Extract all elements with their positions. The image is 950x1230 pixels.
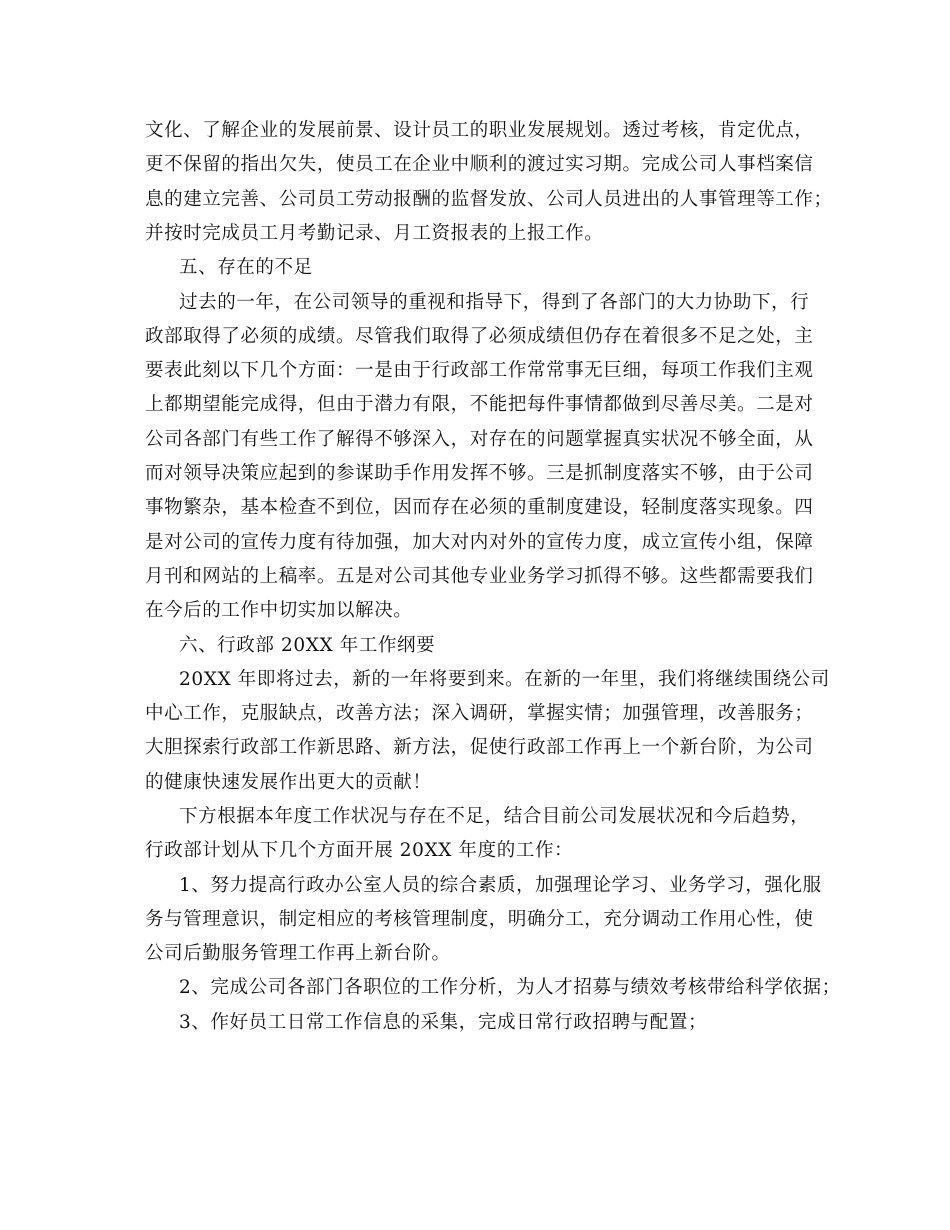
- text-line: 六、行政部 20XX 年工作纲要: [179, 635, 436, 656]
- text-line: 大胆探索行政部工作新思路、新方法，促使行政部工作再上一个新台阶，为公司: [145, 737, 814, 758]
- text-line: 息的建立完善、公司员工劳动报酬的监督发放、公司人员进出的人事管理等工作；: [145, 189, 833, 210]
- text-line: 并按时完成员工月考勤记录、月工资报表的上报工作。: [145, 223, 604, 244]
- text-line: 的健康快速发展作出更大的贡献！: [145, 772, 432, 793]
- text-line: 公司各部门有些工作了解得不够深入，对存在的问题掌握真实状况不够全面，从: [145, 429, 814, 450]
- text-line: 是对公司的宣传力度有待加强，加大对内对外的宣传力度，成立宣传小组，保障: [145, 532, 814, 553]
- text-line: 1、努力提高行政办公室人员的综合素质，加强理论学习、业务学习，强化服: [179, 875, 822, 896]
- text-line: 中心工作，克服缺点，改善方法；深入调研，掌握实情；加强管理，改善服务；: [145, 703, 814, 724]
- text-line: 务与管理意识，制定相应的考核管理制度，明确分工，充分调动工作用心性，使: [145, 909, 814, 930]
- text-line: 在今后的工作中切实加以解决。: [145, 600, 413, 621]
- text-line: 上都期望能完成得，但由于潜力有限，不能把每件事情都做到尽善尽美。二是对: [145, 394, 814, 415]
- text-line: 20XX 年即将过去，新的一年将要到来。在新的一年里，我们将继续围绕公司: [179, 669, 830, 690]
- text-line: 下方根据本年度工作状况与存在不足，结合目前公司发展状况和今后趋势，: [179, 806, 810, 827]
- text-line: 月刊和网站的上稿率。五是对公司其他专业业务学习抓得不够。这些都需要我们: [145, 566, 814, 587]
- text-line: 要表此刻以下几个方面：一是由于行政部工作常常事无巨细，每项工作我们主观: [145, 360, 814, 381]
- text-line: 五、存在的不足: [179, 257, 313, 278]
- text-line: 3、作好员工日常工作信息的采集，完成日常行政招聘与配置；: [179, 1012, 708, 1033]
- text-line: 2、完成公司各部门各职位的工作分析，为人才招募与绩效考核带给科学依据；: [179, 977, 841, 998]
- text-line: 事物繁杂，基本检查不到位，因而存在必须的重制度建设，轻制度落实现象。四: [145, 497, 814, 518]
- text-line: 政部取得了必须的成绩。尽管我们取得了必须成绩但仍存在着很多不足之处，主: [145, 326, 814, 347]
- text-line: 更不保留的指出欠失，使员工在企业中顺利的渡过实习期。完成公司人事档案信: [145, 154, 814, 175]
- text-line: 而对领导决策应起到的参谋助手作用发挥不够。三是抓制度落实不够，由于公司: [145, 463, 814, 484]
- text-line: 文化、了解企业的发展前景、设计员工的职业发展规划。透过考核，肯定优点，: [145, 120, 814, 141]
- text-line: 公司后勤服务管理工作再上新台阶。: [145, 943, 451, 964]
- text-line: 行政部计划从下几个方面开展 20XX 年度的工作：: [145, 840, 574, 861]
- text-line: 过去的一年，在公司领导的重视和指导下，得到了各部门的大力协助下，行: [179, 292, 810, 313]
